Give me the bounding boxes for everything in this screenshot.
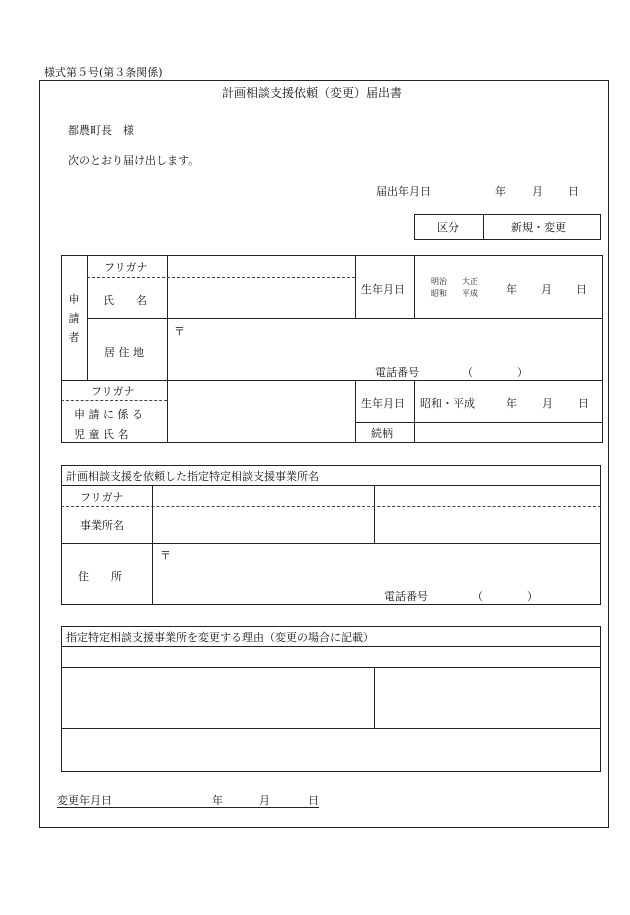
office-heading: 計画相談支援を依頼した指定特定相談支援事業所名 xyxy=(66,470,319,483)
addressee: 都農町長 様 xyxy=(68,124,134,137)
era-heisei[interactable]: 平成 xyxy=(462,289,478,298)
intro-text: 次のとおり届け出します。 xyxy=(68,154,200,167)
era-taisho[interactable]: 大正 xyxy=(462,277,478,286)
applicant-furigana-label: フリガナ xyxy=(104,261,148,274)
applicant-name-field[interactable] xyxy=(169,278,353,316)
category-label: 区分 xyxy=(437,221,459,234)
office-phone-paren: （ ） xyxy=(472,590,538,603)
applicant-group-label: 申請者 xyxy=(68,293,80,344)
applicant-birth-month: 月 xyxy=(541,283,552,296)
form-number: 様式第５号(第３条関係) xyxy=(44,66,163,79)
office-address-label: 住 所 xyxy=(78,570,122,583)
era-meiji[interactable]: 明治 xyxy=(431,277,447,286)
applicant-birth-day: 日 xyxy=(576,283,587,296)
applicant-phone-label: 電話番号 xyxy=(375,366,419,379)
submission-year: 年 xyxy=(495,185,506,198)
applicant-furigana-field[interactable] xyxy=(169,257,353,276)
reason-heading: 指定特定相談支援事業所を変更する理由（変更の場合に記載） xyxy=(66,631,374,644)
change-date-label: 変更年月日 xyxy=(57,794,112,807)
office-furigana-label: フリガナ xyxy=(80,491,124,504)
office-name-field[interactable] xyxy=(154,508,372,541)
submission-month: 月 xyxy=(532,185,543,198)
child-birth-label: 生年月日 xyxy=(361,397,405,410)
office-postal-mark: 〒 xyxy=(160,549,171,562)
applicant-address-label: 居 住 地 xyxy=(104,346,144,359)
child-birth-month: 月 xyxy=(542,397,553,410)
applicant-birth-label: 生年月日 xyxy=(361,283,405,296)
era-showa[interactable]: 昭和 xyxy=(431,289,447,298)
applicant-birth-year: 年 xyxy=(506,283,517,296)
change-day: 日 xyxy=(308,794,319,807)
applicant-name-label: 氏 名 xyxy=(103,294,147,307)
submission-day: 日 xyxy=(568,185,579,198)
reason-field[interactable] xyxy=(63,669,372,726)
submission-date-label: 届出年月日 xyxy=(376,185,431,198)
child-name-line2: 児 童 氏 名 xyxy=(74,428,129,441)
child-name-line1: 申 請 に 係 る xyxy=(74,408,143,421)
category-value[interactable]: 新規・変更 xyxy=(511,221,566,234)
child-birth-day: 日 xyxy=(578,397,589,410)
child-relation-label: 続柄 xyxy=(371,427,393,440)
change-month: 月 xyxy=(259,794,270,807)
child-furigana-label: フリガナ xyxy=(91,385,135,398)
child-name-field[interactable] xyxy=(169,382,353,441)
child-era[interactable]: 昭和・平成 xyxy=(420,397,475,410)
applicant-phone-paren: （ ） xyxy=(462,366,528,379)
child-birth-year: 年 xyxy=(506,397,517,410)
form-title: 計画相談支援依頼（変更）届出書 xyxy=(222,86,403,100)
office-phone-label: 電話番号 xyxy=(384,590,428,603)
applicant-postal-mark: 〒 xyxy=(174,325,185,338)
child-relation-field[interactable] xyxy=(416,424,601,441)
office-name-label: 事業所名 xyxy=(80,519,124,532)
change-year: 年 xyxy=(212,794,223,807)
